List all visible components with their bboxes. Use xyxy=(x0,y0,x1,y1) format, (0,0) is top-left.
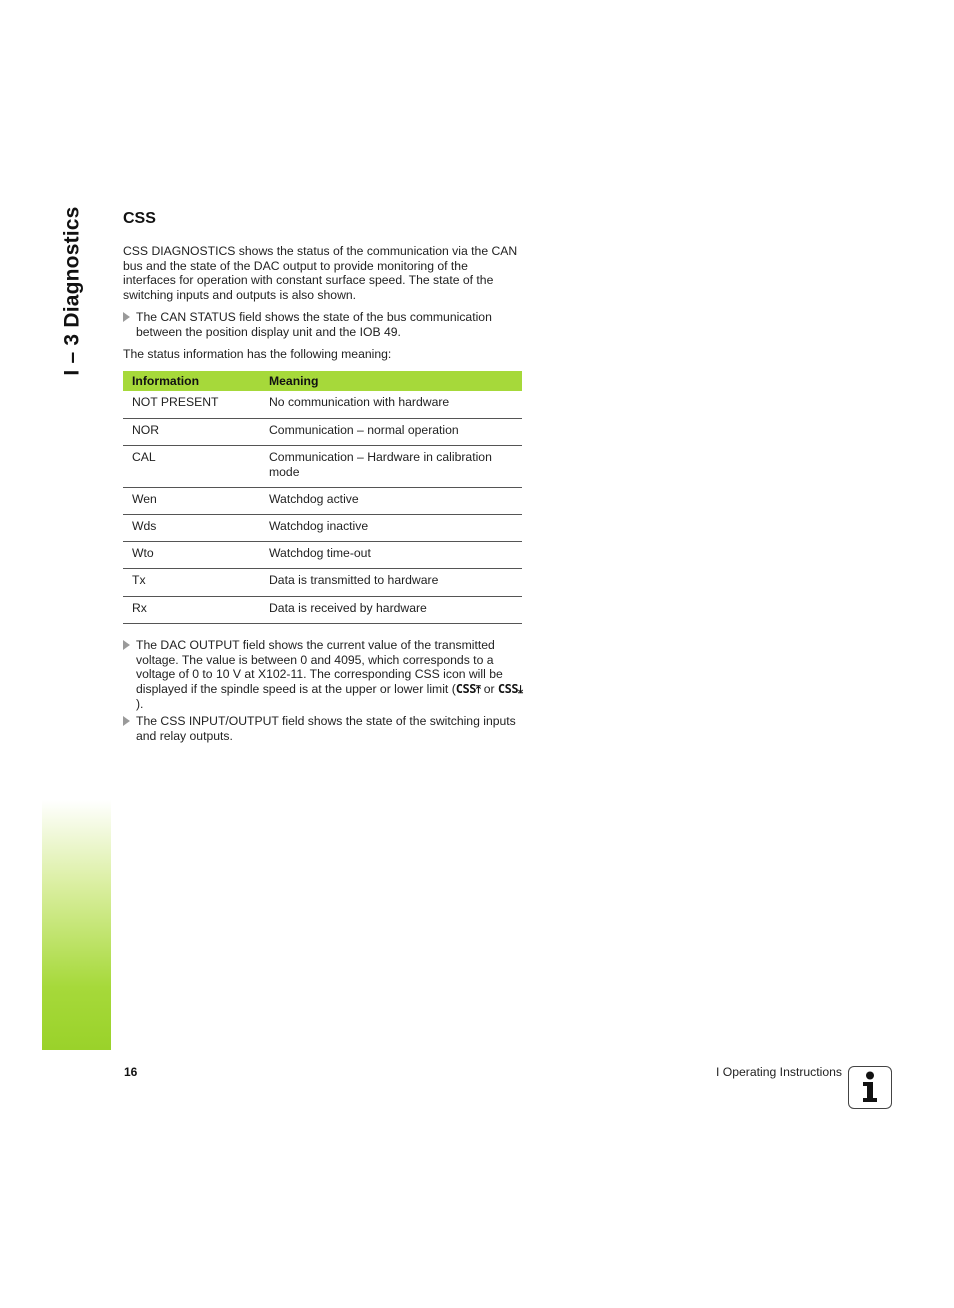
cell-meaning: Communication – normal operation xyxy=(260,418,522,445)
section-heading: CSS xyxy=(123,210,156,227)
cell-meaning: Data is transmitted to hardware xyxy=(260,568,522,596)
cell-information: Rx xyxy=(123,596,260,623)
bullet-arrow-icon xyxy=(123,716,130,726)
cell-meaning: Watchdog active xyxy=(260,487,522,514)
bullet-dac-output-text: The DAC OUTPUT field shows the current value of the transmitted voltage. The value is between 0 and 4095, which corresponds to a voltage of 0 to 10 V at X102-11. The corresponding CSS icon will be displayed if the spindle speed is at the upper or lower limit ( xyxy=(136,638,503,696)
cell-information: Wen xyxy=(123,487,260,514)
chapter-tab-gradient xyxy=(42,800,111,1050)
bullet-css-io-text: The CSS INPUT/OUTPUT field shows the state of the switching inputs and relay outputs. xyxy=(136,714,516,743)
css-lower-limit-icon: CSS⤓ xyxy=(497,681,523,696)
cell-meaning: Watchdog inactive xyxy=(260,514,522,541)
cell-information: Wds xyxy=(123,514,260,541)
cell-information: CAL xyxy=(123,445,260,487)
cell-information: Wto xyxy=(123,541,260,568)
table-row xyxy=(123,445,522,487)
status-table xyxy=(123,371,522,624)
header-information: Information xyxy=(123,371,260,391)
bullet-can-status xyxy=(123,310,523,339)
page-number: 16 xyxy=(124,1065,138,1079)
or-text: or xyxy=(480,681,498,696)
cell-information: NOR xyxy=(123,418,260,445)
footer-chapter: I Operating Instructions xyxy=(716,1065,842,1079)
bullet-css-io xyxy=(123,714,523,743)
table-row xyxy=(123,596,522,623)
table-row xyxy=(123,391,522,418)
table-row xyxy=(123,568,522,596)
chapter-side-title xyxy=(50,206,96,376)
cell-meaning: Data is received by hardware xyxy=(260,596,522,623)
status-intro-text: The status information has the following meaning: xyxy=(123,347,392,361)
bullet-arrow-icon xyxy=(123,640,130,650)
table-row xyxy=(123,418,522,445)
cell-meaning: Watchdog time-out xyxy=(260,541,522,568)
bullet-arrow-icon xyxy=(123,312,130,322)
end-text: ). xyxy=(136,697,144,711)
info-icon xyxy=(848,1066,892,1109)
table-header-row xyxy=(123,371,522,391)
intro-paragraph: CSS DIAGNOSTICS shows the status of the communication via the CAN bus and the state of the DAC output to provide monitoring of the interfaces for operation with constant surface speed. The state of the switching inputs and outputs is also shown. xyxy=(123,244,518,302)
table-row xyxy=(123,487,522,514)
header-meaning: Meaning xyxy=(260,371,522,391)
table-row xyxy=(123,541,522,568)
bullet-can-status-text: The CAN STATUS field shows the state of the bus communication between the position display unit and the IOB 49. xyxy=(136,310,492,339)
table-row xyxy=(123,514,522,541)
info-glyph-icon xyxy=(849,1067,890,1107)
cell-information: NOT PRESENT xyxy=(123,391,260,418)
cell-meaning: Communication – Hardware in calibration mode xyxy=(260,445,522,487)
bullet-dac-output xyxy=(123,638,523,712)
cell-information: Tx xyxy=(123,568,260,596)
chapter-title-text: I – 3 Diagnostics xyxy=(61,206,84,376)
css-upper-limit-icon: CSS⤒ xyxy=(455,681,481,696)
cell-meaning: No communication with hardware xyxy=(260,391,522,418)
